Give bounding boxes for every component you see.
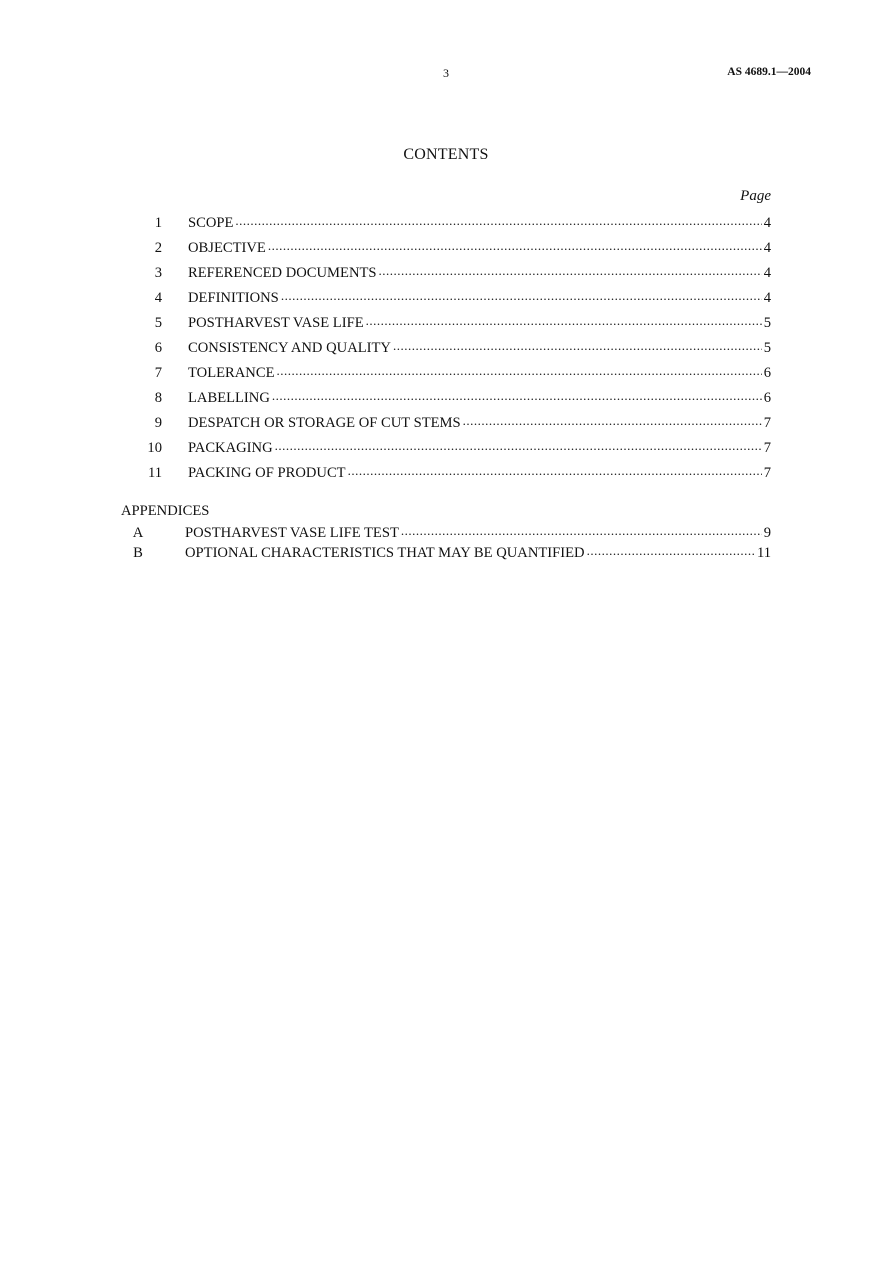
toc-entry-referenced-documents[interactable] [121, 262, 771, 287]
toc-entry-number: 6 [154, 339, 162, 356]
toc-entry-page: 7 [763, 439, 771, 456]
toc-entry-postharvest-vase-life[interactable] [121, 312, 771, 337]
toc-entry-page: 4 [763, 264, 771, 281]
dot-leader [348, 462, 762, 477]
toc-entry-number: 5 [154, 314, 162, 331]
toc-entry-page: 4 [763, 214, 771, 231]
toc-entry-title: CONSISTENCY AND QUALITY [188, 339, 391, 356]
toc-entry-page: 4 [763, 289, 771, 306]
toc-entry-despatch-or-storage[interactable] [121, 412, 771, 437]
appendix-page: 9 [763, 524, 771, 541]
contents-title: CONTENTS [403, 146, 489, 163]
toc-entry-labelling[interactable] [121, 387, 771, 412]
toc-entry-number: 10 [147, 439, 162, 456]
toc-entry-title: PACKAGING [188, 439, 273, 456]
toc-entry-title: REFERENCED DOCUMENTS [188, 264, 377, 281]
dot-leader [268, 237, 762, 252]
toc-entry-page: 5 [763, 314, 771, 331]
dot-leader [393, 337, 762, 352]
page-column-label: Page [740, 188, 771, 204]
toc-entry-number: 8 [154, 389, 162, 406]
toc-entry-consistency-and-quality[interactable] [121, 337, 771, 362]
toc-entry-tolerance[interactable] [121, 362, 771, 387]
appendix-entry-a[interactable] [121, 522, 771, 542]
appendix-title: POSTHARVEST VASE LIFE TEST [185, 524, 399, 541]
toc-entry-packaging[interactable] [121, 437, 771, 462]
toc-entry-title: LABELLING [188, 389, 270, 406]
appendices-list [121, 522, 771, 562]
toc-entry-number: 2 [154, 239, 162, 256]
toc-entry-page: 4 [763, 239, 771, 256]
toc-entry-objective[interactable] [121, 237, 771, 262]
table-of-contents [121, 212, 771, 487]
dot-leader [587, 542, 755, 557]
dot-leader [463, 412, 762, 427]
toc-entry-title: TOLERANCE [188, 364, 275, 381]
toc-entry-page: 6 [763, 364, 771, 381]
toc-entry-number: 4 [154, 289, 162, 306]
toc-entry-number: 9 [154, 414, 162, 431]
toc-entry-page: 7 [763, 464, 771, 481]
dot-leader [379, 262, 762, 277]
document-code: AS 4689.1—2004 [727, 66, 811, 78]
appendix-letter: B [133, 544, 143, 561]
toc-entry-title: SCOPE [188, 214, 234, 231]
toc-entry-packing-of-product[interactable] [121, 462, 771, 487]
dot-leader [276, 362, 761, 377]
appendix-page: 11 [756, 544, 771, 561]
toc-entry-number: 7 [154, 364, 162, 381]
toc-entry-scope[interactable] [121, 212, 771, 237]
dot-leader [275, 437, 762, 452]
toc-entry-number: 11 [147, 464, 162, 481]
toc-entry-page: 7 [763, 414, 771, 431]
toc-entry-title: OBJECTIVE [188, 239, 266, 256]
dot-leader [235, 212, 761, 227]
page-number: 3 [443, 66, 449, 80]
toc-entry-definitions[interactable] [121, 287, 771, 312]
toc-entry-number: 1 [154, 214, 162, 231]
dot-leader [401, 522, 762, 537]
appendix-title: OPTIONAL CHARACTERISTICS THAT MAY BE QUANTIFIED [185, 544, 585, 561]
dot-leader [366, 312, 762, 327]
toc-entry-page: 5 [763, 339, 771, 356]
toc-entry-title: POSTHARVEST VASE LIFE [188, 314, 364, 331]
running-header [0, 66, 892, 84]
appendices-heading: APPENDICES [121, 503, 210, 519]
toc-entry-page: 6 [763, 389, 771, 406]
appendix-letter: A [132, 524, 144, 541]
toc-entry-title: DESPATCH OR STORAGE OF CUT STEMS [188, 414, 461, 431]
toc-entry-title: DEFINITIONS [188, 289, 279, 306]
dot-leader [272, 387, 762, 402]
appendix-entry-b[interactable] [121, 542, 771, 562]
toc-entry-title: PACKING OF PRODUCT [188, 464, 346, 481]
toc-entry-number: 3 [154, 264, 162, 281]
dot-leader [281, 287, 762, 302]
